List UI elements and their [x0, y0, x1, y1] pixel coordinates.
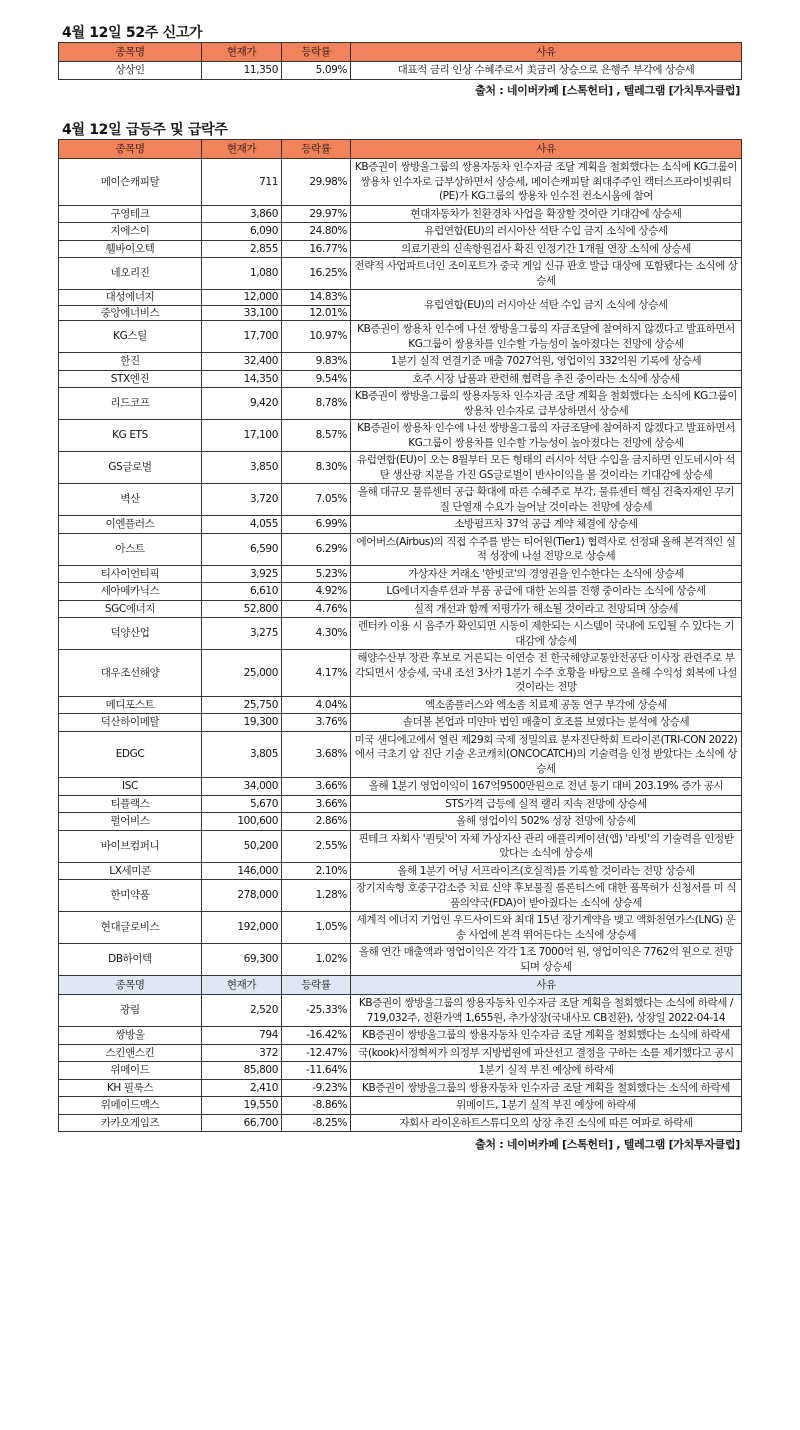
stock-reason: 유럽연합(EU)이 오는 8월부터 모든 형태의 러시아 석탄 수입을 금지하면 인도네시아 석탄 생산광 지분을 가진 GS글로벌이 반사이익을 볼 것이라는 기대감에 상승세 — [351, 452, 742, 484]
stock-reason: KB증권이 쌍방울그룹의 쌍용자동차 인수자금 조달 계획을 철회했다는 소식에 하락세 / 719,032주, 전환가액 1,655원, 추가상장(국내사모 CB전환), 상장일 2022-04-14 — [351, 995, 742, 1027]
stock-reason: 렌터카 이용 시 음주가 확인되면 시동이 제한되는 시스템이 국내에 도입될 수 있다는 기대감에 상승세 — [351, 618, 742, 650]
stock-change-rate: 9.54% — [282, 370, 351, 388]
stock-name: 메이슨캐피탈 — [59, 159, 202, 206]
stock-reason: 국(kook)서정혁씨가 의정부 지방법원에 파산선고 결정을 구하는 소를 제기했다고 공시 — [351, 1044, 742, 1062]
header-reason: 사유 — [351, 976, 742, 995]
stock-reason: 실적 개선과 함께 저평가가 해소될 것이라고 전망되며 상승세 — [351, 600, 742, 618]
stock-change-rate: -9.23% — [282, 1079, 351, 1097]
table-row-rising — [59, 452, 742, 484]
stock-reason: 에어버스(Airbus)의 직접 수주를 받는 티어원(Tier1) 협력사로 선정돼 올해 본격적인 실적 성장에 나설 전망으로 상승세 — [351, 533, 742, 565]
stock-reason: 호주 시장 납품과 관련해 협력을 추진 중이라는 소식에 상승세 — [351, 370, 742, 388]
stock-name: 중앙에너비스 — [59, 305, 202, 321]
header-rate: 등락률 — [282, 140, 351, 159]
stock-change-rate: 12.01% — [282, 305, 351, 321]
table-row-falling — [59, 1079, 742, 1097]
stock-change-rate: 3.66% — [282, 795, 351, 813]
stock-name: 대우조선해양 — [59, 650, 202, 697]
table-row-rising — [59, 650, 742, 697]
stock-reason: 소방펌프차 37억 공급 계약 체결에 상승세 — [351, 516, 742, 534]
header-price: 현재가 — [202, 43, 282, 62]
stock-reason: 유럽연합(EU)의 러시아산 석탄 수입 금지 소식에 상승세 — [351, 223, 742, 241]
stock-change-rate: 8.30% — [282, 452, 351, 484]
stock-name: 바이브컴퍼니 — [59, 830, 202, 862]
stock-name: 네오리진 — [59, 258, 202, 290]
table-row-falling — [59, 1097, 742, 1115]
stock-reason: 핀테크 자회사 '퀀팃'이 자체 가상자산 관리 애플리케이션(앱) '라빗'의 기술력을 인정받았다는 소식에 상승세 — [351, 830, 742, 862]
stock-price: 278,000 — [202, 880, 282, 912]
stock-change-rate: 5.09% — [282, 62, 351, 80]
movers-table — [58, 139, 742, 1132]
stock-name: 구영테크 — [59, 205, 202, 223]
stock-change-rate: 3.66% — [282, 778, 351, 796]
table-row-rising — [59, 912, 742, 944]
stock-name: KG ETS — [59, 420, 202, 452]
header-rate: 등락률 — [282, 43, 351, 62]
stock-change-rate: 16.77% — [282, 240, 351, 258]
header-name: 종목명 — [59, 43, 202, 62]
stock-name: 아스트 — [59, 533, 202, 565]
stock-price: 2,520 — [202, 995, 282, 1027]
stock-price: 3,805 — [202, 731, 282, 778]
stock-reason: 엑소좀플러스와 엑소좀 치료제 공동 연구 부각에 상승세 — [351, 696, 742, 714]
falling-header-row — [59, 976, 742, 995]
stock-price: 6,610 — [202, 583, 282, 601]
table-row-rising — [59, 370, 742, 388]
stock-change-rate: -16.42% — [282, 1027, 351, 1045]
table-row-rising — [59, 240, 742, 258]
stock-name: GS글로벌 — [59, 452, 202, 484]
stock-reason: LG에너지솔루션과 부품 공급에 대한 논의를 진행 중이라는 소식에 상승세 — [351, 583, 742, 601]
stock-name: KH 필룩스 — [59, 1079, 202, 1097]
stock-change-rate: 29.98% — [282, 159, 351, 206]
stock-price: 50,200 — [202, 830, 282, 862]
stock-name: 세아메카닉스 — [59, 583, 202, 601]
stock-reason: KB증권이 쌍방울그룹의 쌍용자동차 인수자금 조달 계획을 철회했다는 소식에 하락세 — [351, 1027, 742, 1045]
table-row-rising — [59, 223, 742, 241]
stock-change-rate: 4.17% — [282, 650, 351, 697]
stock-price: 12,000 — [202, 290, 282, 306]
stock-price: 17,100 — [202, 420, 282, 452]
table-row-rising — [59, 714, 742, 732]
table-row-rising — [59, 533, 742, 565]
stock-reason: 올해 대규모 물류센터 공급 확대에 따른 수혜주로 부각, 물류센터 핵심 건축자재인 무기질 단열재 수요가 늘어날 것이라는 전망에 상승세 — [351, 484, 742, 516]
stock-reason: 1분기 실적 부진 예상에 하락세 — [351, 1062, 742, 1080]
stock-change-rate: 9.83% — [282, 353, 351, 371]
stock-price: 2,855 — [202, 240, 282, 258]
table-row-falling — [59, 1062, 742, 1080]
new-high-table — [58, 42, 742, 80]
stock-reason: 올해 연간 매출액과 영업이익은 각각 1조 7000억 원, 영업이익은 7762억 원으로 전망되며 상승세 — [351, 944, 742, 976]
table-row-rising — [59, 565, 742, 583]
stock-reason: KB증권이 쌍용차 인수에 나선 쌍방울그룹의 자금조달에 참여하지 않겠다고 발표하면서 KG그룹이 쌍용차를 인수할 가능성이 높아졌다는 전망에 상승세 — [351, 420, 742, 452]
stock-price: 69,300 — [202, 944, 282, 976]
stock-price: 3,850 — [202, 452, 282, 484]
stock-change-rate: 4.76% — [282, 600, 351, 618]
stock-change-rate: 5.23% — [282, 565, 351, 583]
table-row-rising — [59, 618, 742, 650]
stock-change-rate: -8.86% — [282, 1097, 351, 1115]
stock-reason: 유럽연합(EU)의 러시아산 석탄 수입 금지 소식에 상승세 — [351, 290, 742, 321]
stock-change-rate: 14.83% — [282, 290, 351, 306]
stock-price: 6,090 — [202, 223, 282, 241]
stock-price: 11,350 — [202, 62, 282, 80]
stock-change-rate: 10.97% — [282, 321, 351, 353]
stock-price: 19,550 — [202, 1097, 282, 1115]
stock-reason: 솔더볼 본업과 미얀마 법인 매출이 호조를 보였다는 분석에 상승세 — [351, 714, 742, 732]
stock-reason: 의료기관의 신속항원검사 확진 인정기간 1개월 연장 소식에 상승세 — [351, 240, 742, 258]
stock-name: 덕산하이메탈 — [59, 714, 202, 732]
table-row-rising — [59, 778, 742, 796]
stock-reason: 전략적 사업파트너인 조이포트가 중국 게임 신규 판호 발급 대상에 포함됐다는 소식에 상승세 — [351, 258, 742, 290]
stock-name: LX세미콘 — [59, 862, 202, 880]
table-row-rising — [59, 944, 742, 976]
stock-change-rate: 24.80% — [282, 223, 351, 241]
stock-name: KG스틸 — [59, 321, 202, 353]
stock-price: 1,080 — [202, 258, 282, 290]
stock-price: 794 — [202, 1027, 282, 1045]
stock-change-rate: 3.76% — [282, 714, 351, 732]
stock-price: 372 — [202, 1044, 282, 1062]
stock-price: 3,720 — [202, 484, 282, 516]
stock-change-rate: -12.47% — [282, 1044, 351, 1062]
stock-change-rate: 3.68% — [282, 731, 351, 778]
stock-change-rate: 1.05% — [282, 912, 351, 944]
stock-change-rate: 8.57% — [282, 420, 351, 452]
stock-name: 티플랙스 — [59, 795, 202, 813]
stock-price: 3,275 — [202, 618, 282, 650]
stock-price: 33,100 — [202, 305, 282, 321]
table-row-rising — [59, 388, 742, 420]
stock-name: 한진 — [59, 353, 202, 371]
header-reason: 사유 — [351, 43, 742, 62]
source-note-2: 출처 : 네이버카페 [스톡헌터] , 텔레그램 [가치투자클럽] — [475, 1138, 740, 1151]
stock-name: 현대글로비스 — [59, 912, 202, 944]
stock-reason: 현대자동차가 친환경차 사업을 확장할 것이란 기대감에 상승세 — [351, 205, 742, 223]
stock-change-rate: 1.02% — [282, 944, 351, 976]
stock-price: 2,410 — [202, 1079, 282, 1097]
stock-name: 벽산 — [59, 484, 202, 516]
stock-name: 위메이드 — [59, 1062, 202, 1080]
stock-price: 85,800 — [202, 1062, 282, 1080]
stock-name: DB하이텍 — [59, 944, 202, 976]
stock-name: 펄어비스 — [59, 813, 202, 831]
source-note-1: 출처 : 네이버카페 [스톡헌터] , 텔레그램 [가치투자클럽] — [475, 84, 740, 97]
stock-change-rate: -11.64% — [282, 1062, 351, 1080]
table-row-rising — [59, 600, 742, 618]
stock-name: 카카오게임즈 — [59, 1114, 202, 1132]
stock-name: 광림 — [59, 995, 202, 1027]
header-reason: 사유 — [351, 140, 742, 159]
table-row-rising — [59, 420, 742, 452]
table-row-rising — [59, 813, 742, 831]
stock-name: ISC — [59, 778, 202, 796]
stock-reason: 1분기 실적 연결기준 매출 7027억원, 영업이익 332억원 기록에 상승세 — [351, 353, 742, 371]
stock-reason: KB증권이 쌍방울그룹의 쌍용자동차 인수자금 조달 계획을 철회했다는 소식에 하락세 — [351, 1079, 742, 1097]
table-row-rising — [59, 516, 742, 534]
stock-name: STX엔진 — [59, 370, 202, 388]
stock-price: 146,000 — [202, 862, 282, 880]
header-price: 현재가 — [202, 976, 282, 995]
table-row-rising — [59, 696, 742, 714]
stock-name: SGC에너지 — [59, 600, 202, 618]
section-title-movers: 4월 12일 급등주 및 급락주 — [62, 122, 228, 138]
table-row-rising — [59, 583, 742, 601]
table-row-falling — [59, 1044, 742, 1062]
stock-change-rate: 2.86% — [282, 813, 351, 831]
table-row-rising — [59, 484, 742, 516]
stock-price: 5,670 — [202, 795, 282, 813]
stock-change-rate: 1.28% — [282, 880, 351, 912]
stock-change-rate: 2.55% — [282, 830, 351, 862]
stock-reason: 자회사 라이온하트스튜디오의 상장 추진 소식에 따른 여파로 하락세 — [351, 1114, 742, 1132]
stock-name: 상상인 — [59, 62, 202, 80]
stock-name: 이엔플러스 — [59, 516, 202, 534]
stock-change-rate: -25.33% — [282, 995, 351, 1027]
stock-price: 17,700 — [202, 321, 282, 353]
stock-price: 192,000 — [202, 912, 282, 944]
stock-price: 32,400 — [202, 353, 282, 371]
stock-price: 14,350 — [202, 370, 282, 388]
stock-name: 지에스이 — [59, 223, 202, 241]
stock-change-rate: 6.29% — [282, 533, 351, 565]
stock-change-rate: -8.25% — [282, 1114, 351, 1132]
stock-price: 4,055 — [202, 516, 282, 534]
stock-reason: 해양수산부 장관 후보로 거론되는 이연승 전 한국해양교통안전공단 이사장 관련주로 부각되면서 상승세, 국내 조선 3사가 1분기 수주 호황을 바탕으로 올해 수익성 회복에 나설 것이라는 전망 — [351, 650, 742, 697]
stock-reason: KB증권이 쌍방울그룹의 쌍용자동차 인수자금 조달 계획을 철회했다는 소식에 KG그룹이 쌍용차 인수자로 급부상하면서 상승세 — [351, 388, 742, 420]
stock-change-rate: 6.99% — [282, 516, 351, 534]
stock-price: 100,600 — [202, 813, 282, 831]
stock-reason: 세계적 에너지 기업인 우드사이드와 최대 15년 장기계약을 맺고 액화천연가스(LNG) 운송 사업에 본격 뛰어든다는 소식에 상승세 — [351, 912, 742, 944]
header-name: 종목명 — [59, 976, 202, 995]
table-row-falling — [59, 1027, 742, 1045]
stock-price: 34,000 — [202, 778, 282, 796]
stock-change-rate: 4.04% — [282, 696, 351, 714]
table-row-rising — [59, 258, 742, 290]
stock-reason: KB증권이 쌍용차 인수에 나선 쌍방울그룹의 자금조달에 참여하지 않겠다고 발표하면서 KG그룹이 쌍용차를 인수할 가능성이 높아졌다는 전망에 상승세 — [351, 321, 742, 353]
table-row-rising — [59, 205, 742, 223]
header-name: 종목명 — [59, 140, 202, 159]
table-row-rising — [59, 862, 742, 880]
stock-name: 리드코프 — [59, 388, 202, 420]
stock-price: 3,925 — [202, 565, 282, 583]
stock-change-rate: 7.05% — [282, 484, 351, 516]
stock-reason: 장기지속형 호중구감소증 치료 신약 후보물질 롤론티스에 대한 품목허가 신청서를 미 식품의약국(FDA)이 받아줬다는 소식에 상승세 — [351, 880, 742, 912]
stock-price: 6,590 — [202, 533, 282, 565]
stock-price: 3,860 — [202, 205, 282, 223]
table-row-rising — [59, 830, 742, 862]
table-row-rising — [59, 290, 742, 306]
stock-change-rate: 2.10% — [282, 862, 351, 880]
stock-reason: 미국 샌디에고에서 열린 제29회 국제 정밀의료 분자진단학회 트라이콘(TRI-CON 2022)에서 극초기 암 진단 기술 온코캐치(ONCOCATCH)의 기술력을 인정 받았다는 소식에 상승세 — [351, 731, 742, 778]
stock-reason: 가상자산 거래소 '한빗코'의 경영권을 인수한다는 소식에 상승세 — [351, 565, 742, 583]
stock-price: 52,800 — [202, 600, 282, 618]
stock-name: 스킨앤스킨 — [59, 1044, 202, 1062]
stock-name: 티사이언티픽 — [59, 565, 202, 583]
stock-name: 휄바이오텍 — [59, 240, 202, 258]
stock-price: 19,300 — [202, 714, 282, 732]
stock-change-rate: 16.25% — [282, 258, 351, 290]
stock-name: 메디포스트 — [59, 696, 202, 714]
stock-change-rate: 29.97% — [282, 205, 351, 223]
stock-change-rate: 4.30% — [282, 618, 351, 650]
stock-price: 711 — [202, 159, 282, 206]
table-row — [59, 62, 742, 80]
stock-reason: KB증권이 쌍방울그룹의 쌍용자동차 인수자금 조달 계획을 철회했다는 소식에 KG그룹이 쌍용차 인수자로 급부상하면서 상승세, 메이슨캐피탈 최대주주인 캑터스프라이빗쿼티(PE)가 KG그룹의 쌍용차 인수전 컨소시움에 참여 — [351, 159, 742, 206]
stock-name: 덕양산업 — [59, 618, 202, 650]
stock-price: 25,000 — [202, 650, 282, 697]
table-row-falling — [59, 995, 742, 1027]
stock-name: 쌍방울 — [59, 1027, 202, 1045]
stock-reason: 위메이드, 1분기 실적 부진 예상에 하락세 — [351, 1097, 742, 1115]
table-row-rising — [59, 731, 742, 778]
table-row-rising — [59, 159, 742, 206]
stock-reason: 올해 1분기 영업이익이 167억9500만원으로 전년 동기 대비 203.19% 증가 공시 — [351, 778, 742, 796]
header-rate: 등락률 — [282, 976, 351, 995]
stock-reason: 대표적 금리 인상 수혜주로서 美금리 상승으로 은행주 부각에 상승세 — [351, 62, 742, 80]
stock-reason: STS가격 급등에 실적 랠리 지속 전망에 상승세 — [351, 795, 742, 813]
stock-price: 66,700 — [202, 1114, 282, 1132]
stock-reason: 올해 영업이익 502% 성장 전망에 상승세 — [351, 813, 742, 831]
table-row-rising — [59, 880, 742, 912]
stock-change-rate: 8.78% — [282, 388, 351, 420]
table-row-falling — [59, 1114, 742, 1132]
stock-price: 9,420 — [202, 388, 282, 420]
stock-change-rate: 4.92% — [282, 583, 351, 601]
stock-name: 한미약품 — [59, 880, 202, 912]
header-price: 현재가 — [202, 140, 282, 159]
stock-price: 25,750 — [202, 696, 282, 714]
table-row-rising — [59, 321, 742, 353]
stock-name: 위메이드맥스 — [59, 1097, 202, 1115]
stock-reason: 올해 1분기 어닝 서프라이즈(호실적)를 기록할 것이라는 전망 상승세 — [351, 862, 742, 880]
stock-name: EDGC — [59, 731, 202, 778]
stock-name: 대성에너지 — [59, 290, 202, 306]
table-row-rising — [59, 353, 742, 371]
table-row-rising — [59, 795, 742, 813]
section-title-new-high: 4월 12일 52주 신고가 — [62, 25, 203, 41]
